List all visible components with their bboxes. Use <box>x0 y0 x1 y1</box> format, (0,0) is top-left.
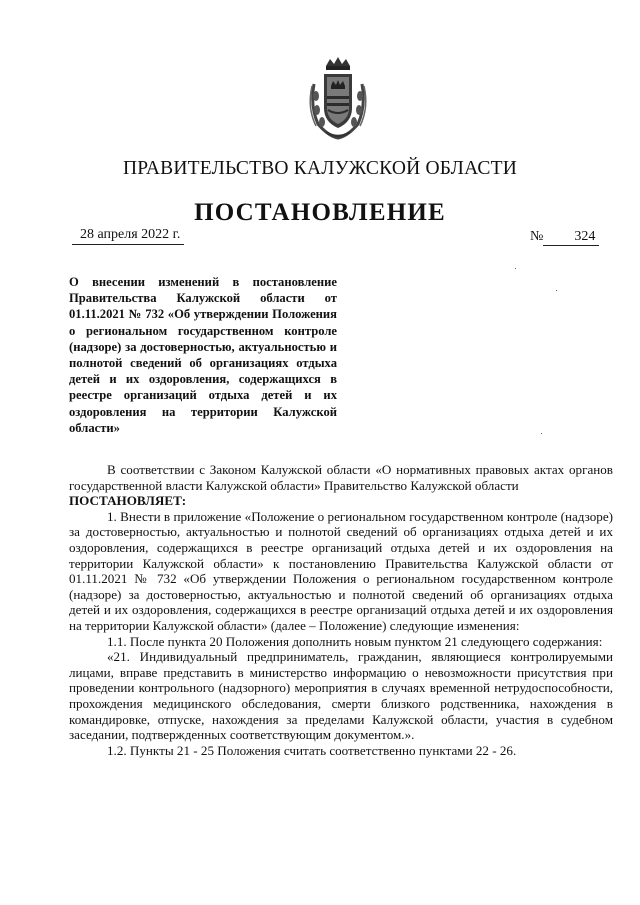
quoted-clause-21: «21. Индивидуальный предприниматель, гражданин, являющиеся контролируемыми лицами, вправе представить в министерство информацию о невозможности присутствия при проведении контрольного (надзорного) мероприятия в случаях временной нетрудоспособности, прохождения медицинского обследования, смерти близкого родственника, нахождения в командировке, отпуске, нахождения за пределами Калужской области, участия в судебном заседании, подтвержденных соответствующим документом.». <box>69 649 613 743</box>
document-body <box>69 462 613 758</box>
scan-speck <box>515 268 516 269</box>
organization-title: ПРАВИТЕЛЬСТВО КАЛУЖСКОЙ ОБЛАСТИ <box>123 158 517 179</box>
resolves-heading: ПОСТАНОВЛЯЕТ: <box>69 493 187 509</box>
document-number: 324 <box>543 229 599 246</box>
item-1-2-paragraph: 1.2. Пункты 21 - 25 Положения считать соответственно пунктами 22 - 26. <box>107 742 517 758</box>
document-subject: О внесении изменений в постановление Правительства Калужской области от 01.11.2021 № 732 «Об утверждении Положения о региональном государственном контроле (надзоре) за достоверностью, актуальностью и полнотой сведений об организациях отдыха детей и их оздоровления, содержащихся в реестре организаций отдыха детей и их оздоровления на территории Калужской области» <box>69 275 337 435</box>
number-sign: № <box>530 229 544 244</box>
kaluga-coat-of-arms-icon <box>304 56 372 140</box>
scan-speck <box>556 290 557 291</box>
item-1-1-paragraph: 1.1. После пункта 20 Положения дополнить новым пунктом 21 следующего содержания: <box>107 633 603 649</box>
item-1-paragraph: 1. Внести в приложение «Положение о региональном государственном контроле (надзоре) за достоверностью, актуальностью и полнотой сведений об организациях отдыха детей и их оздоровления, содержащихся в реестре организаций отдыха детей и их оздоровления на территории Калужской области» к постановлению Правительства Калужской области от 01.11.2021 № 732 «Об утверждении Положения о региональном государственном контроле (надзоре) за достоверностью, актуальностью и полнотой сведений об организациях отдыха детей и их оздоровления, содержащихся в реестре организаций отдыха детей и их оздоровления на территории Калужской области» (далее – Положение) следующие изменения: <box>69 508 613 633</box>
preamble-paragraph: В соответствии с Законом Калужской области «О нормативных правовых актах органов государственной власти Калужской области» Правительство Калужской области <box>69 462 613 493</box>
document-number-field <box>530 229 599 246</box>
document-type: ПОСТАНОВЛЕНИЕ <box>194 199 446 226</box>
scan-speck <box>541 433 542 434</box>
document-date: 28 апреля 2022 г. <box>72 227 184 245</box>
